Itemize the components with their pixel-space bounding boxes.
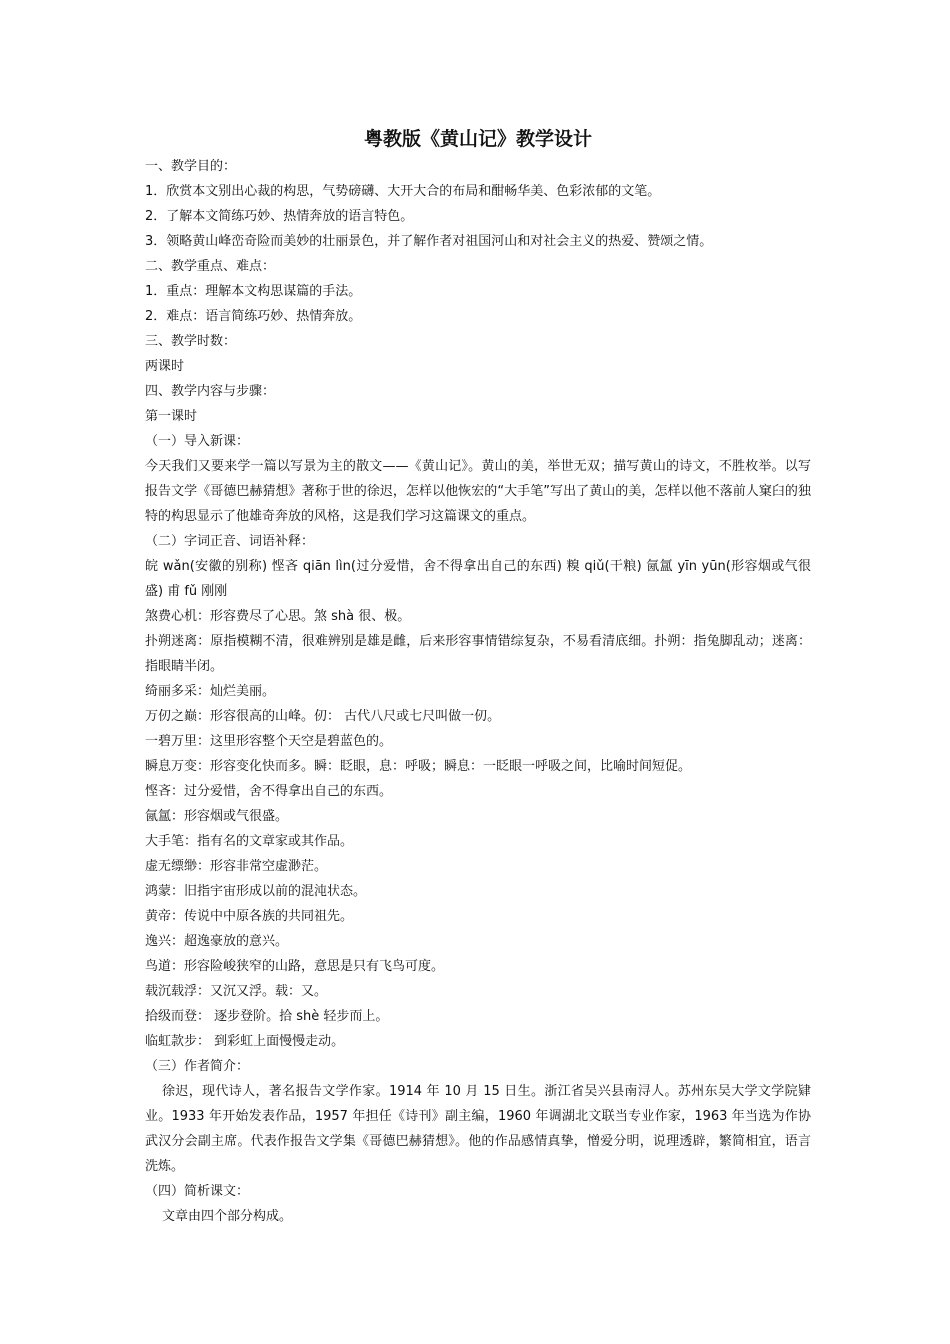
vocab-item: 万仞之巅：形容很高的山峰。仞： 古代八尺或七尺叫做一仞。 xyxy=(145,709,501,724)
heading-analysis: （四）简析课文： xyxy=(145,1184,250,1199)
heading-content-steps: 四、教学内容与步骤： xyxy=(145,384,276,399)
vocab-item: 虚无缥缈：形容非常空虚渺茫。 xyxy=(145,859,328,874)
heading-class-hours: 三、教学时数： xyxy=(145,334,237,349)
heading-key-points: 二、教学重点、难点： xyxy=(145,259,276,274)
vocab-item: 瞬息万变：形容变化快而多。瞬：眨眼，息：呼吸；瞬息：一眨眼一呼吸之间，比喻时间短促。 xyxy=(145,759,692,774)
document-title: 粤教版《黄山记》教学设计 xyxy=(363,128,592,150)
objective-1: 1．欣赏本文别出心裁的构思，气势磅礴、大开大合的布局和酣畅华美、色彩浓郁的文笔。 xyxy=(145,184,661,199)
vocab-item: 悭吝：过分爱惜，舍不得拿出自己的东西。 xyxy=(145,784,393,799)
vocab-item: 绮丽多采：灿烂美丽。 xyxy=(145,684,276,699)
author-paragraph: 徐迟，现代诗人，著名报告文学作家。1914 年 10 月 15 日生。浙江省吴兴县南浔人。苏州东吴大学文学院肄业。1933 年开始发表作品，1957 年担任《诗刊》副主编，1960 年调湖北文联当专业作家，1963 年当选为作协武汉分会副主席。代表作报告文学集《哥德巴赫猜想》。他的作品感情真挚，憎爱分明，说理透辟，繁简相宜，语言洗炼。 xyxy=(145,1084,811,1174)
first-lesson: 第一课时 xyxy=(145,409,198,424)
vocab-item: 黄帝：传说中中原各族的共同祖先。 xyxy=(145,909,354,924)
introduction-paragraph: 今天我们又要来学一篇以写景为主的散文——《黄山记》。黄山的美，举世无双；描写黄山的诗文，不胜枚举。以写报告文学《哥德巴赫猜想》著称于世的徐迟，怎样以他恢宏的“大手笔”写出了黄山的美，怎样以他不落前人窠臼的独特的构思显示了他雄奇奔放的风格，这是我们学习这篇课文的重点。 xyxy=(145,459,811,524)
vocab-item: 一碧万里：这里形容整个天空是碧蓝色的。 xyxy=(145,734,393,749)
class-hours: 两课时 xyxy=(145,359,185,374)
heading-objectives: 一、教学目的： xyxy=(145,159,237,174)
document-page xyxy=(145,124,811,1229)
vocab-item: 鸿蒙：旧指宇宙形成以前的混沌状态。 xyxy=(145,884,367,899)
heading-author: （三）作者简介： xyxy=(145,1059,250,1074)
objective-3: 3．领略黄山峰峦奇险而美妙的壮丽景色，并了解作者对祖国河山和对社会主义的热爱、赞颂之情。 xyxy=(145,234,713,249)
vocab-item: 氤氲：形容烟或气很盛。 xyxy=(145,809,289,824)
vocab-item: 载沉载浮：又沉又浮。载：又。 xyxy=(145,984,328,999)
vocab-item: 逸兴：超逸豪放的意兴。 xyxy=(145,934,289,949)
vocab-item: 临虹款步： 到彩虹上面慢慢走动。 xyxy=(145,1034,345,1049)
vocab-item: 扑朔迷离：原指模糊不清，很难辨别是雄是雌，后来形容事情错综复杂，不易看清底细。扑朔：指兔脚乱动；迷离：指眼睛半闭。 xyxy=(145,634,811,674)
vocab-item: 鸟道：形容险峻狭窄的山路，意思是只有飞鸟可度。 xyxy=(145,959,445,974)
objective-2: 2．了解本文简练巧妙、热情奔放的语言特色。 xyxy=(145,209,414,224)
key-point: 1．重点：理解本文构思谋篇的手法。 xyxy=(145,284,362,299)
heading-vocabulary: （二）字词正音、词语补释： xyxy=(145,534,315,549)
vocab-item: 煞费心机：形容费尽了心思。煞 shà 很、极。 xyxy=(145,609,411,624)
difficult-point: 2．难点：语言简练巧妙、热情奔放。 xyxy=(145,309,362,324)
vocab-item: 拾级而登： 逐步登阶。拾 shè 轻步而上。 xyxy=(145,1009,389,1024)
analysis-paragraph: 文章由四个部分构成。 xyxy=(162,1209,293,1224)
vocab-item: 大手笔：指有名的文章家或其作品。 xyxy=(145,834,354,849)
pronunciation-list: 皖 wǎn(安徽的别称) 悭吝 qiān lìn(过分爱惜，舍不得拿出自己的东西) 糗 qiǔ(干粮) 氤氲 yīn yūn(形容烟或气很盛) 甫 fǔ 刚刚 xyxy=(145,559,811,599)
heading-introduction: （一）导入新课： xyxy=(145,434,250,449)
